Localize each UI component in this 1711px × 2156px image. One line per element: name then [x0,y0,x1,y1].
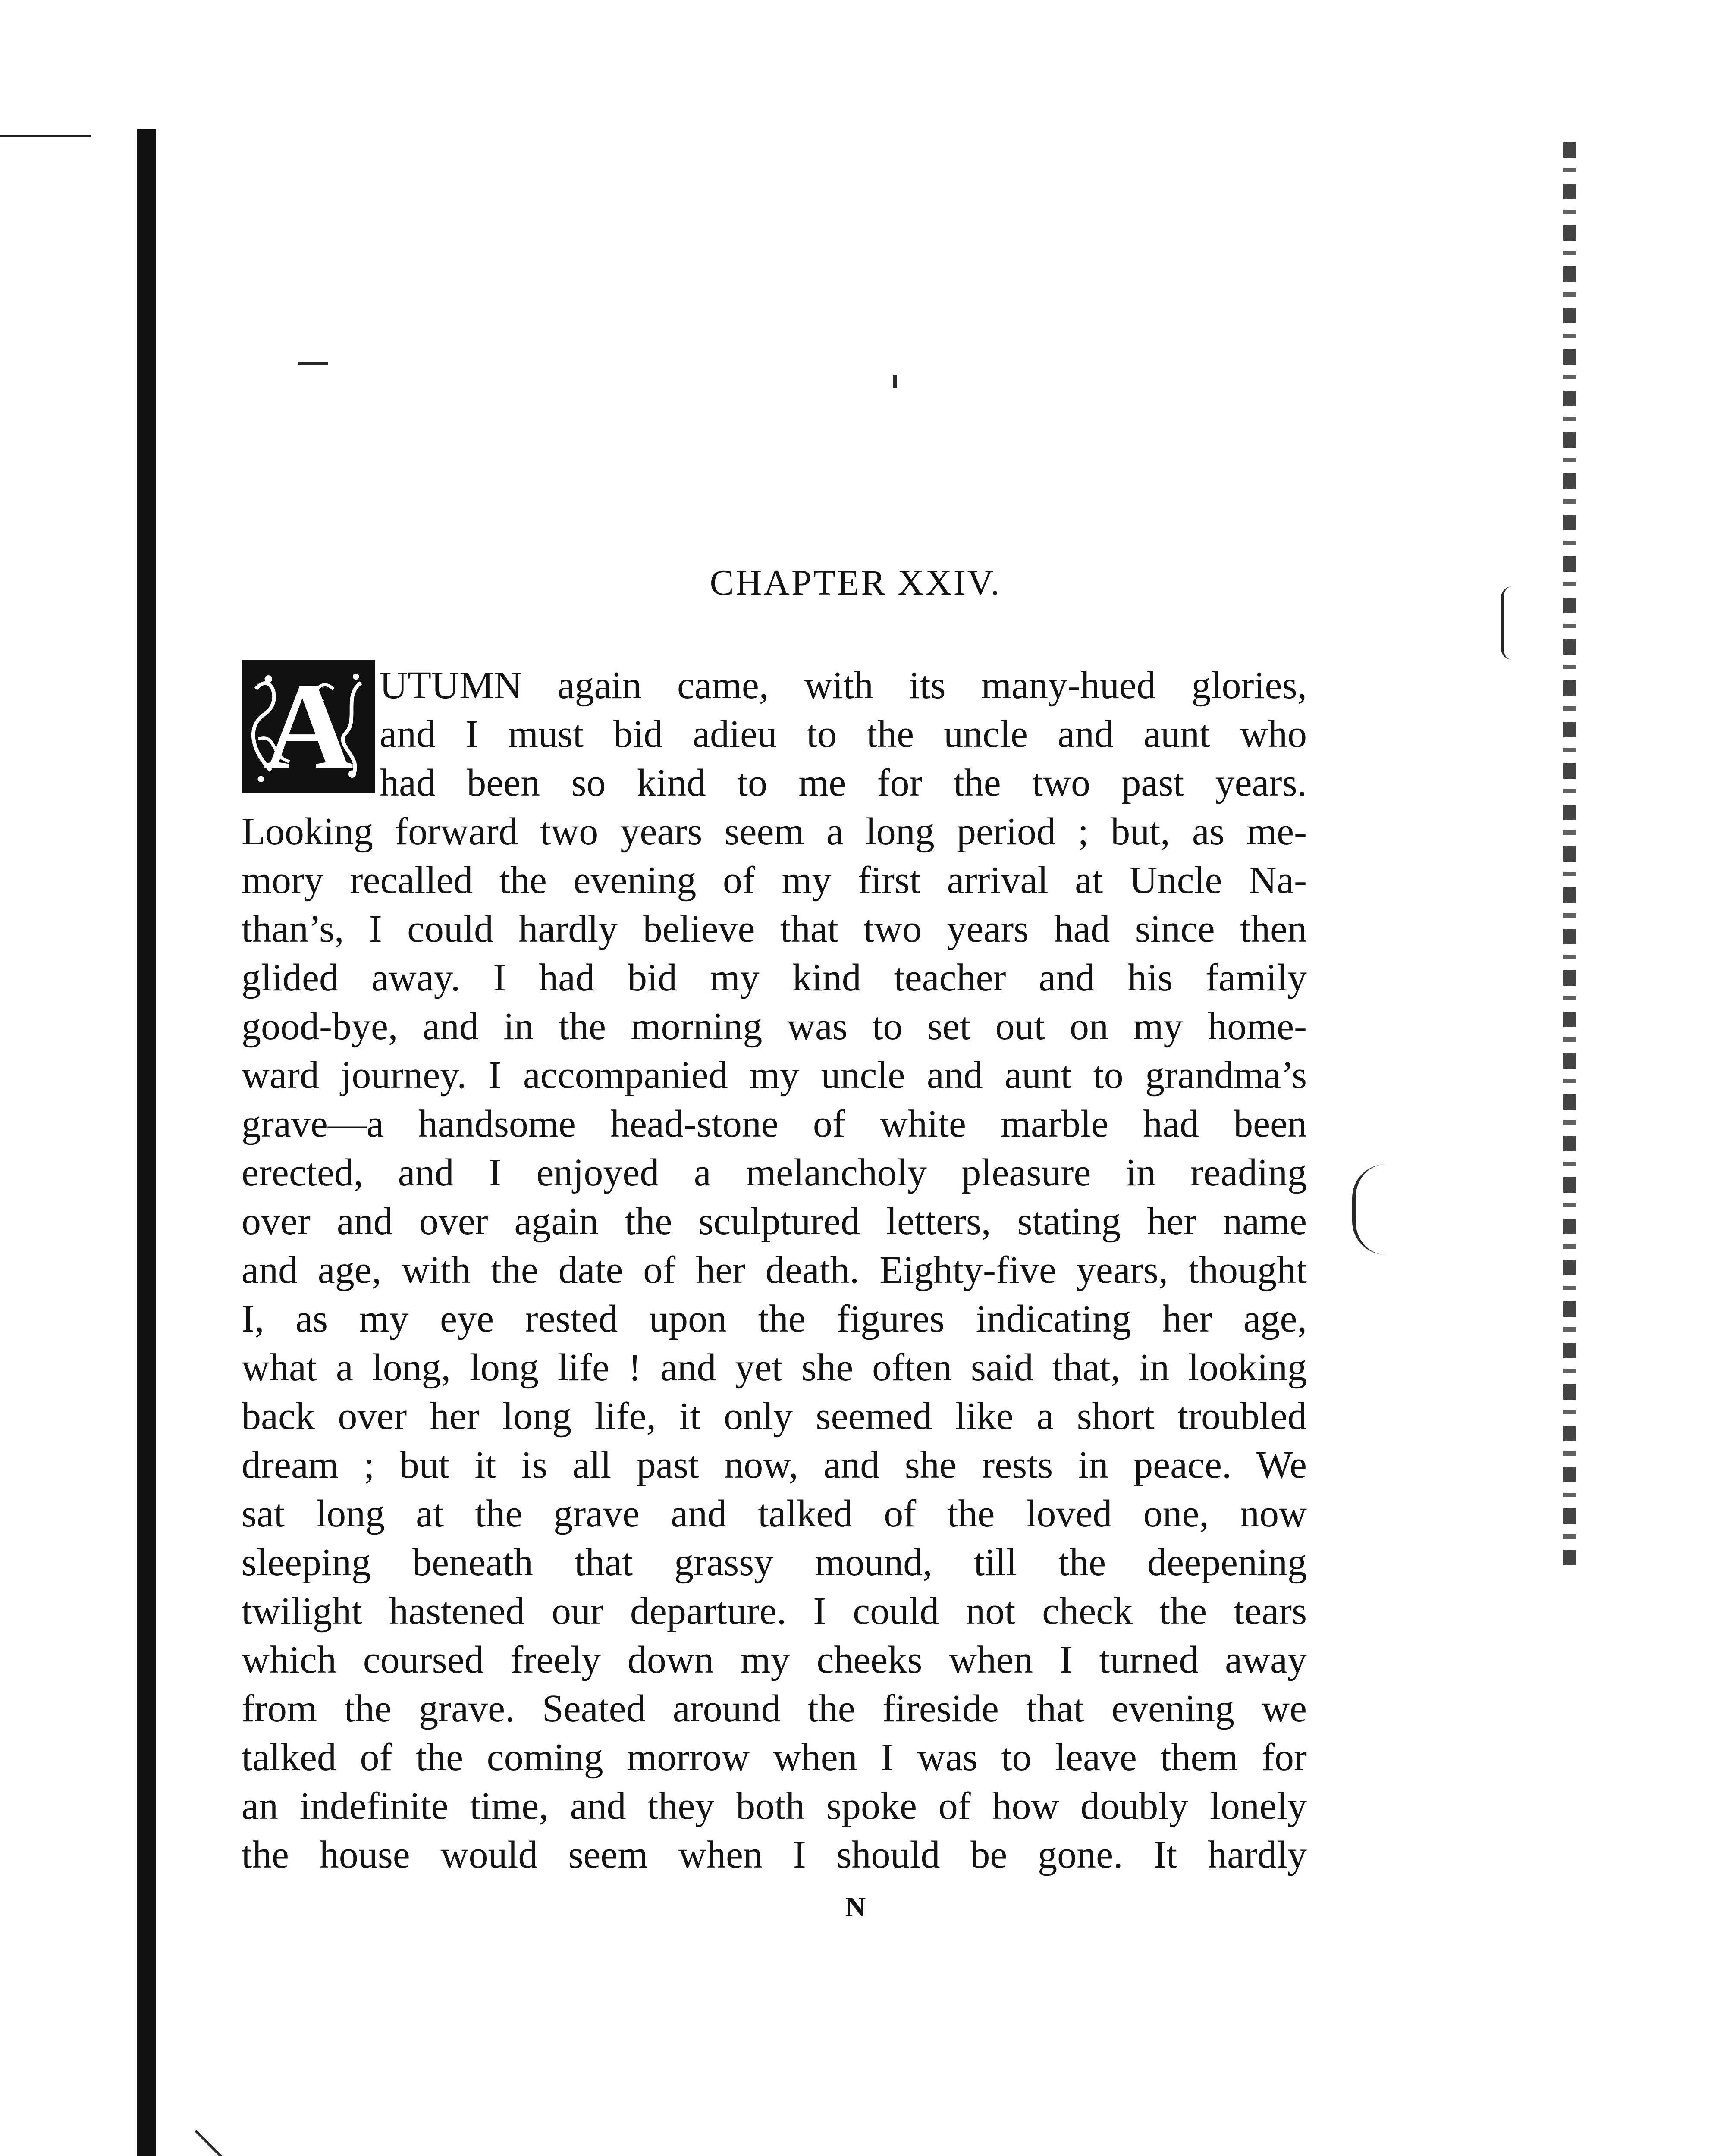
text-line: grave—a handsome head-stone of white marble had been [242,1103,1307,1145]
signature-mark: N [845,1891,866,1923]
text-line: back over her long life, it only seemed like a short troubled [242,1395,1307,1438]
text-line: and I must bid adieu to the uncle and aunt who [380,713,1307,755]
text-line: from the grave. Seated around the fireside that evening we [242,1687,1307,1730]
text-line: mory recalled the evening of my first arrival at Uncle Na- [242,859,1307,902]
text-line: than’s, I could hardly believe that two years had since then [242,908,1307,950]
text-line: which coursed freely down my cheeks when I turned away [242,1639,1307,1681]
scan-speck [298,362,328,365]
chapter-heading: CHAPTER XXIV. [710,563,1001,603]
drop-cap [242,660,375,793]
text-line: dream ; but it is all past now, and she rests in peace. We [242,1444,1307,1486]
text-line: had been so kind to me for the two past years. [380,761,1307,804]
text-line: over and over again the sculptured letters, stating her name [242,1200,1307,1243]
text-line: an indefinite time, and they both spoke of how doubly lonely [242,1785,1307,1827]
text-line: I, as my eye rested upon the figures indicating her age, [242,1297,1307,1340]
text-line: good-bye, and in the morning was to set out on my home- [242,1005,1307,1048]
scan-right-edge [1563,142,1576,1565]
scan-speck [893,375,897,388]
scan-binding-rule [0,135,91,137]
text-line: erected, and I enjoyed a melancholy pleasure in reading [242,1151,1307,1194]
scan-binding-edge [137,129,156,2156]
drop-cap-letter: A [263,660,354,793]
text-line: glided away. I had bid my kind teacher and his family [242,956,1307,999]
scan-stroke [195,2130,224,2156]
text-line: the house would seem when I should be gone. It hardly [242,1833,1307,1876]
text-line: and age, with the date of her death. Eighty-five years, thought [242,1249,1307,1291]
text-line: Looking forward two years seem a long period ; but, as me- [242,810,1307,853]
scan-bracket [1352,1164,1386,1255]
text-line: what a long, long life ! and yet she often said that, in looking [242,1346,1307,1389]
text-line: twilight hastened our departure. I could not check the tears [242,1590,1307,1633]
text-line: UTUMN again came, with its many-hued glories, [380,664,1307,707]
text-line: ward journey. I accompanied my uncle and aunt to grandma’s [242,1054,1307,1097]
text-line: sat long at the grave and talked of the loved one, now [242,1492,1307,1535]
text-line: sleeping beneath that grassy mound, till the deepening [242,1541,1307,1584]
text-line: talked of the coming morrow when I was to leave them for [242,1736,1307,1779]
